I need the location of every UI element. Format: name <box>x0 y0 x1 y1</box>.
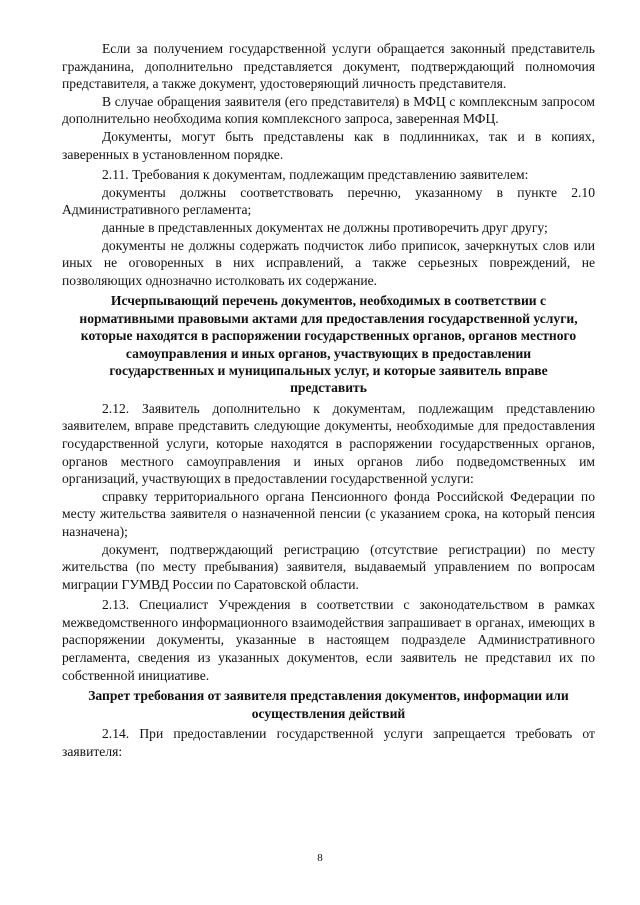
document-page <box>62 40 595 760</box>
page-number: 8 <box>317 852 323 864</box>
section-heading-prohibition: Запрет требования от заявителя представления документов, информации или осуществления действий <box>88 688 569 721</box>
section-heading-optional-documents: Исчерпывающий перечень документов, необходимых в соответствии с нормативными правовыми актами для предоставления государственной услуги, которые находятся в распоряжении государственных органов, органов местного самоуправления и иных органов, участвующих в предоставлении государственных и муниципальных услуг, и которые заявитель вправе представить <box>79 293 578 396</box>
paragraph-requirement-list: документы должны соответствовать перечню, указанному в пункте 2.10 Административного регламента; <box>62 184 595 218</box>
paragraph-pension-certificate: справку территориального органа Пенсионного фонда Российской Федерации по месту жительства заявителя о назначенной пенсии (с указанием срока, на который пенсия назначена); <box>62 488 595 539</box>
paragraph-registration-document: документ, подтверждающий регистрацию (отсутствие регистрации) по месту жительства (по месту пребывания) заявителя, выдаваемый управлением по вопросам миграции ГУМВД России по Саратовской области. <box>62 541 595 592</box>
paragraph-2-12: 2.12. Заявитель дополнительно к документам, подлежащим представлению заявителем, вправе представить следующие документы, необходимые для предоставления государственной услуги, которые находятся в распоряжении государственных органов, органов местного самоуправления и иных органов либо подведомственных им организаций, участвующих в предоставлении государственной услуги: <box>62 400 595 487</box>
paragraph-legal-representative: Если за получением государственной услуги обращается законный представитель гражданина, дополнительно представляется документ, подтверждающий полномочия представителя, а также документ, удостоверяющий личность представителя. <box>62 41 595 92</box>
paragraph-requirement-no-corrections: документы не должны содержать подчисток либо приписок, зачеркнутых слов или иных не оговоренных в них исправлений, а также серьезных повреждений, не позволяющих однозначно истолковать их содержание. <box>62 237 595 288</box>
paragraph-mfc-complex-request: В случае обращения заявителя (его представителя) в МФЦ с комплексным запросом дополнительно необходима копия комплексного запроса, заверенная МФЦ. <box>62 93 595 127</box>
paragraph-documents-copies: Документы, могут быть представлены как в подлинниках, так и в копиях, заверенных в установленном порядке. <box>62 128 595 162</box>
paragraph-2-13: 2.13. Специалист Учреждения в соответствии с законодательством в рамках межведомственного информационного взаимодействия запрашивает в органах, имеющих в распоряжении документы, указанные в настоящем подразделе Административного регламента, сведения из указанных документов, если заявитель не представил их по собственной инициативе. <box>62 597 595 683</box>
paragraph-2-14: 2.14. При предоставлении государственной услуги запрещается требовать от заявителя: <box>62 726 595 759</box>
paragraph-2-11: 2.11. Требования к документам, подлежащим представлению заявителем: <box>102 167 529 183</box>
paragraph-requirement-consistency: данные в представленных документах не должны противоречить друг другу; <box>102 219 548 235</box>
